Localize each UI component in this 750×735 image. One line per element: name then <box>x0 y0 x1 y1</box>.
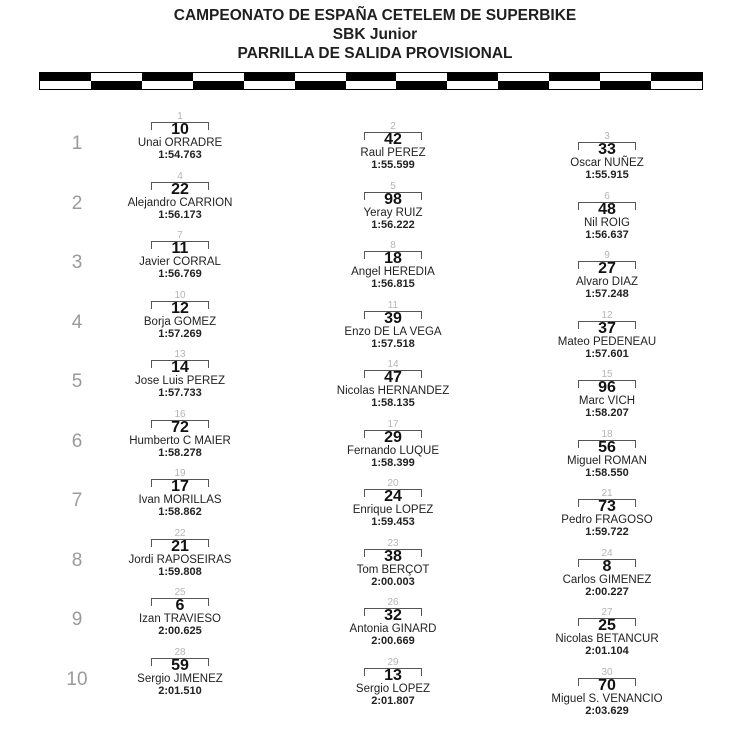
grid-box <box>151 539 209 553</box>
rider-name: Sergio LOPEZ <box>355 682 431 695</box>
lap-time: 2:01.807 <box>371 694 415 707</box>
rider-name: Jordi RAPOSEIRAS <box>128 553 232 566</box>
grid-position: 18 <box>601 428 613 440</box>
grid-row-number: 6 <box>71 430 83 452</box>
grid-position: 14 <box>387 359 399 370</box>
grid-slot <box>527 369 687 420</box>
bike-number: 72 <box>171 418 189 436</box>
bike-number: 18 <box>384 250 402 267</box>
grid-box <box>364 430 422 444</box>
grid-position: 25 <box>174 587 186 598</box>
rider-name: Antonia GINARD <box>349 623 437 635</box>
grid-heading: PARRILLA DE SALIDA PROVISIONAL <box>237 45 513 62</box>
rider-name: Nicolas BETANCUR <box>555 633 659 645</box>
rider-name: Miguel ROMAN <box>567 454 647 467</box>
grid-position: 10 <box>174 289 186 301</box>
grid-slot <box>527 429 687 480</box>
rider-name: Borja GOMEZ <box>143 315 217 328</box>
bike-number: 10 <box>171 121 189 138</box>
grid-slot <box>313 181 473 232</box>
lap-time: 1:56.815 <box>371 278 415 290</box>
lap-time: 1:58.135 <box>371 397 415 409</box>
rider-name: Carlos GIMENEZ <box>562 573 652 586</box>
grid-row-number: 7 <box>71 490 83 511</box>
grid-row-number: 3 <box>71 252 83 273</box>
grid-position: 16 <box>174 408 186 420</box>
grid-box <box>151 479 209 493</box>
bike-number: 38 <box>384 547 402 565</box>
grid-position: 23 <box>387 537 399 549</box>
grid-slot <box>313 538 473 589</box>
rider-name: Raul PEREZ <box>360 147 426 159</box>
grid-slot <box>527 607 687 658</box>
lap-time: 1:58.278 <box>158 446 202 459</box>
grid-position: 7 <box>177 230 183 241</box>
lap-time: 2:01.510 <box>158 684 202 697</box>
grid-box <box>578 142 636 156</box>
bike-number: 14 <box>171 359 189 376</box>
grid-box <box>578 380 636 394</box>
grid-box <box>151 598 209 612</box>
grid-position: 6 <box>604 190 610 202</box>
grid-position: 19 <box>174 468 186 479</box>
lap-time: 1:54.763 <box>158 149 202 161</box>
grid-slot <box>313 121 473 172</box>
grid-box <box>364 192 422 206</box>
grid-slot <box>100 587 260 638</box>
lap-time: 1:56.637 <box>585 228 629 241</box>
grid-box <box>151 122 209 136</box>
grid-position: 22 <box>174 527 186 539</box>
grid-slot <box>100 647 260 698</box>
grid-box <box>364 608 422 622</box>
grid-row-number: 2 <box>71 192 83 214</box>
rider-name: Pedro FRAGOSO <box>561 514 653 526</box>
lap-time: 1:55.915 <box>585 169 629 181</box>
lap-time: 1:56.769 <box>158 268 202 280</box>
lap-time: 1:56.222 <box>371 218 415 231</box>
lap-time: 1:55.599 <box>371 159 415 171</box>
grid-position: 29 <box>387 656 399 668</box>
bike-number: 22 <box>171 180 189 198</box>
grid-slot <box>100 290 260 341</box>
bike-number: 6 <box>175 597 185 614</box>
document-header <box>0 6 750 63</box>
grid-row-number: 1 <box>71 133 83 154</box>
bike-number: 11 <box>171 240 189 257</box>
rider-name: Tom BERÇOT <box>356 563 430 576</box>
grid-box <box>364 668 422 682</box>
grid-slot <box>100 171 260 222</box>
grid-slot <box>313 359 473 410</box>
grid-position: 30 <box>601 666 613 678</box>
grid-box <box>151 420 209 434</box>
lap-time: 1:58.862 <box>158 506 202 518</box>
grid-position: 12 <box>601 309 613 321</box>
grid-slot <box>100 409 260 460</box>
grid-slot <box>527 250 687 301</box>
grid-box <box>578 261 636 275</box>
rider-name: Mateo PEDENEAU <box>557 335 657 348</box>
grid-row-number: 4 <box>71 311 83 333</box>
rider-name: Alvaro DIAZ <box>576 276 638 288</box>
grid-row-number: 8 <box>71 549 83 571</box>
lap-time: 1:57.733 <box>158 387 202 399</box>
grid-position: 24 <box>601 547 613 559</box>
bike-number: 12 <box>171 299 189 317</box>
grid-slot <box>100 111 260 162</box>
grid-slot <box>527 310 687 361</box>
bike-number: 98 <box>384 190 402 208</box>
checkered-flag-banner <box>39 72 703 90</box>
lap-time: 1:56.173 <box>158 208 202 221</box>
rider-name: Alejandro CARRION <box>127 196 233 209</box>
grid-slot <box>313 597 473 648</box>
grid-box <box>364 311 422 325</box>
bike-number: 70 <box>598 676 616 694</box>
bike-number: 37 <box>598 319 616 337</box>
rider-name: Humberto C MAIER <box>129 434 231 447</box>
lap-time: 2:00.003 <box>371 575 415 588</box>
rider-name: Enzo DE LA VEGA <box>344 325 442 338</box>
rider-name: Nicolas HERNANDEZ <box>336 385 450 397</box>
grid-slot <box>527 548 687 599</box>
grid-box <box>151 182 209 196</box>
grid-position: 5 <box>390 180 396 192</box>
rider-name: Miguel S. VENANCIO <box>551 692 663 705</box>
grid-slot <box>100 528 260 579</box>
championship-title: CAMPEONATO DE ESPAÑA CETELEM DE SUPERBIKE <box>173 7 577 24</box>
lap-time: 1:59.722 <box>585 526 629 538</box>
grid-box <box>578 499 636 513</box>
grid-position: 1 <box>177 111 183 122</box>
grid-position: 20 <box>387 478 399 489</box>
bike-number: 39 <box>384 309 402 327</box>
lap-time: 2:01.104 <box>585 645 629 657</box>
bike-number: 29 <box>384 428 402 446</box>
grid-position: 2 <box>390 121 396 132</box>
rider-name: Izan TRAVIESO <box>138 613 222 625</box>
bike-number: 56 <box>598 438 616 456</box>
bike-number: 27 <box>598 260 616 277</box>
bike-number: 47 <box>384 369 402 386</box>
grid-box <box>364 489 422 503</box>
lap-time: 2:00.625 <box>158 625 202 637</box>
grid-position: 9 <box>604 250 610 261</box>
grid-row-number: 5 <box>71 371 83 392</box>
grid-position: 13 <box>174 349 186 360</box>
lap-time: 2:00.669 <box>371 635 415 647</box>
grid-slot <box>527 488 687 539</box>
grid-slot <box>313 657 473 708</box>
lap-time: 1:57.601 <box>585 347 629 360</box>
grid-box <box>578 559 636 573</box>
grid-slot <box>313 300 473 351</box>
grid-row-number: 10 <box>66 668 88 690</box>
grid-position: 3 <box>604 131 610 142</box>
rider-name: Unai ORRADRE <box>137 137 223 149</box>
rider-name: Angel HEREDIA <box>351 266 435 278</box>
lap-time: 1:59.453 <box>371 516 415 528</box>
grid-position: 17 <box>387 418 399 430</box>
rider-name: Fernando LUQUE <box>346 444 440 457</box>
rider-name: Marc VICH <box>578 395 636 407</box>
grid-box <box>578 321 636 335</box>
grid-slot <box>100 468 260 519</box>
bike-number: 17 <box>171 478 189 495</box>
grid-box <box>364 549 422 563</box>
bike-number: 32 <box>384 607 402 624</box>
grid-slot <box>527 667 687 718</box>
grid-box <box>364 251 422 265</box>
bike-number: 21 <box>171 537 189 555</box>
lap-time: 2:03.629 <box>585 704 629 717</box>
grid-box <box>578 440 636 454</box>
bike-number: 48 <box>598 200 616 218</box>
bike-number: 25 <box>598 617 616 634</box>
bike-number: 8 <box>602 557 612 575</box>
grid-box <box>364 132 422 146</box>
grid-position: 28 <box>174 646 186 658</box>
lap-time: 1:57.518 <box>371 337 415 350</box>
grid-slot <box>313 419 473 470</box>
grid-box <box>151 360 209 374</box>
lap-time: 1:59.808 <box>158 565 202 578</box>
grid-slot <box>313 478 473 529</box>
grid-position: 4 <box>177 170 183 182</box>
grid-box <box>578 618 636 632</box>
bike-number: 96 <box>598 379 616 396</box>
rider-name: Sergio JIMENEZ <box>137 672 223 685</box>
grid-position: 27 <box>601 607 613 618</box>
grid-slot <box>100 349 260 400</box>
rider-name: Ivan MORILLAS <box>138 494 222 506</box>
rider-name: Nil ROIG <box>584 216 630 229</box>
lap-time: 2:00.227 <box>585 585 629 598</box>
rider-name: Enrique LOPEZ <box>352 504 434 516</box>
grid-slot <box>100 230 260 281</box>
grid-slot <box>527 191 687 242</box>
grid-position: 8 <box>390 240 396 251</box>
bike-number: 13 <box>384 666 402 684</box>
grid-box <box>151 241 209 255</box>
grid-position: 21 <box>601 488 613 499</box>
grid-slot <box>527 131 687 182</box>
rider-name: Jose Luis PEREZ <box>134 375 226 387</box>
grid-position: 11 <box>387 299 399 311</box>
rider-name: Oscar NUÑEZ <box>570 157 644 169</box>
grid-position: 26 <box>387 597 399 608</box>
lap-time: 1:58.207 <box>585 407 629 419</box>
bike-number: 24 <box>384 488 402 505</box>
lap-time: 1:57.248 <box>585 288 629 300</box>
bike-number: 59 <box>171 656 189 674</box>
grid-slot <box>313 240 473 291</box>
bike-number: 42 <box>384 131 402 148</box>
grid-box <box>578 202 636 216</box>
grid-box <box>151 301 209 315</box>
rider-name: Javier CORRAL <box>139 256 221 268</box>
lap-time: 1:58.399 <box>371 456 415 469</box>
category-subtitle: SBK Junior <box>332 26 418 43</box>
rider-name: Yeray RUIZ <box>363 206 423 219</box>
grid-box <box>364 370 422 384</box>
grid-row-number: 9 <box>71 609 83 630</box>
lap-time: 1:58.550 <box>585 466 629 479</box>
grid-box <box>151 658 209 672</box>
grid-box <box>578 678 636 692</box>
lap-time: 1:57.269 <box>158 327 202 340</box>
bike-number: 33 <box>598 141 616 158</box>
bike-number: 73 <box>598 498 616 515</box>
grid-position: 15 <box>601 369 613 380</box>
